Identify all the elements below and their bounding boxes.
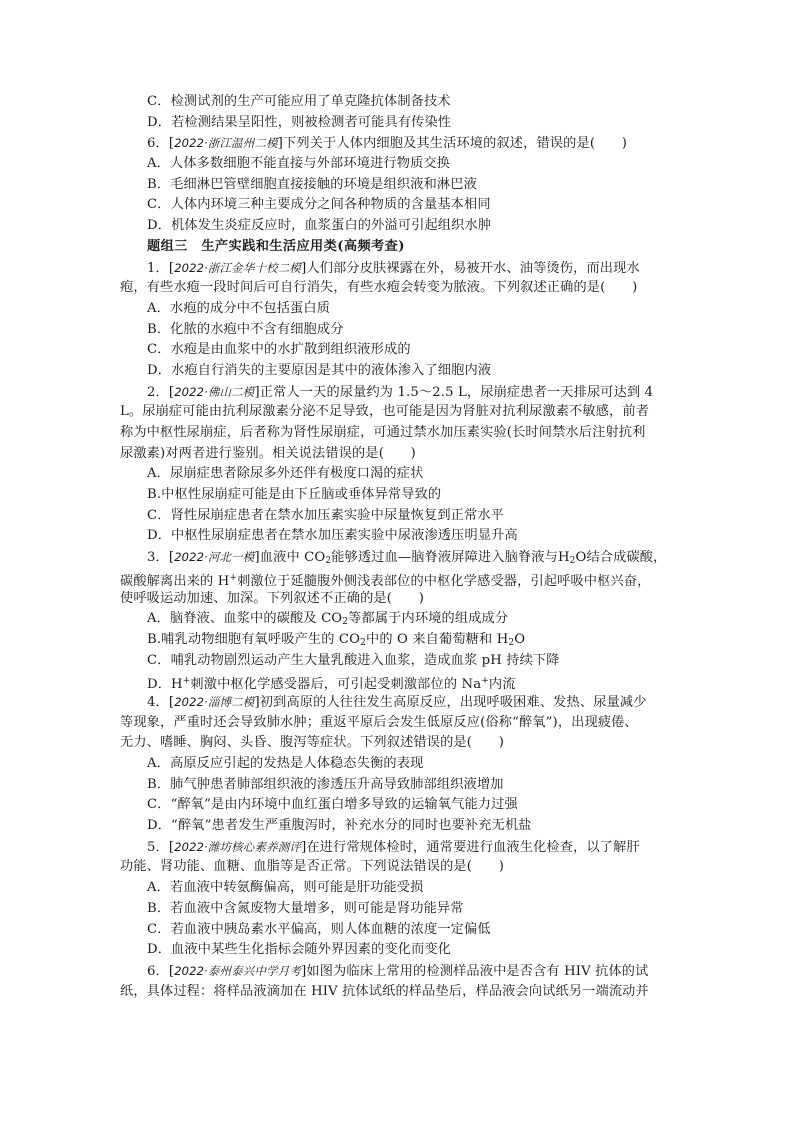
text-run: 使呼吸运动加速、加深。下列叙述不正确的是( ) (120, 590, 425, 606)
text-run: A．人体多数细胞不能直接与外部环境进行物质交换 (147, 156, 451, 172)
answer-option-line (120, 899, 680, 920)
answer-option-line (120, 775, 680, 796)
text-run: 6．[ (147, 963, 175, 979)
answer-option-line (120, 878, 680, 899)
answer-option-line (120, 154, 680, 175)
superscript: + (182, 676, 191, 687)
text-run: 刺激中枢化学感受器后，可引起受刺激部位的 Na (190, 677, 482, 693)
text-line (120, 733, 680, 754)
text-run: D．若检测结果呈阳性，则被检测者可能具有传染性 (147, 114, 452, 130)
text-run: 题组三 生产实践和生活应用类(高频考查) (147, 238, 405, 254)
text-run: 1．[ (147, 260, 175, 276)
section-heading (120, 237, 680, 258)
text-run: 内流 (488, 677, 516, 693)
text-run: C．“醉氧”是由内环境中血红蛋白增多导致的运输氧气能力过强 (147, 797, 518, 813)
text-run: D．血液中某些生化指标会随外界因素的变化而变化 (147, 942, 452, 958)
text-run: ]如图为临床上常用的检测样品液中是否含有 HIV 抗体的试 (301, 963, 649, 979)
text-run: A．高原反应引起的发热是人体稳态失衡的表现 (147, 756, 424, 771)
answer-option-line (120, 940, 680, 961)
answer-option-line (120, 485, 680, 506)
text-run: B.中枢性尿崩症可能是由下丘脑或垂体异常导致的 (147, 487, 442, 503)
text-run: 尿激素)对两者进行鉴别。相关说法错误的是( ) (120, 445, 416, 461)
text-run: ]正常人一天的尿量约为 1.5～2.5 L，尿崩症患者一天排尿可达到 4 (254, 384, 654, 400)
question-stem-line (120, 961, 680, 982)
text-run: D．中枢性尿崩症患者在禁水加压素实验中尿液渗透压明显升高 (147, 528, 518, 544)
question-stem-line (120, 547, 680, 568)
answer-option-line (120, 340, 680, 361)
text-run: B．化脓的水疱中不含有细胞成分 (147, 321, 344, 337)
text-run: 刺激位于延髓腹外侧浅表部位的中枢化学感受器，引起呼吸中枢兴奋， (237, 573, 651, 589)
answer-option-line (120, 299, 680, 320)
answer-option-line (120, 195, 680, 216)
text-run: 2．[ (147, 384, 175, 400)
answer-option-line (120, 754, 680, 775)
subscript: 2 (569, 556, 576, 567)
text-run: ]下列关于人体内细胞及其生活环境的叙述，错误的是( ) (277, 136, 628, 152)
subscript: 2 (342, 617, 349, 628)
text-run: D．水疱自行消失的主要原因是其中的液体渗入了细胞内液 (147, 362, 492, 378)
text-run: B．若血液中含氮废物大量增多，则可能是肾功能异常 (147, 900, 464, 916)
text-line (120, 713, 680, 734)
text-run: C．人体内环境三种主要成分之间各种物质的含量基本相同 (147, 197, 491, 213)
answer-option-line (120, 464, 680, 485)
question-source: 2022·浙江金华十校二模 (174, 260, 302, 275)
text-run: A．脑脊液、血浆中的碳酸及 CO (147, 611, 343, 627)
text-run: ]血液中 CO (254, 550, 326, 566)
text-line (120, 589, 680, 610)
question-source: 2022·潍坊核心素养测评 (174, 839, 302, 854)
text-run: ]人们部分皮肤裸露在外，易被开水、油等烫伤，而出现水 (301, 260, 640, 276)
text-run: 3．[ (147, 550, 175, 566)
text-run: C．肾性尿崩症患者在禁水加压素实验中尿量恢复到正常水平 (147, 507, 505, 523)
text-run: B．毛细淋巴管壁细胞直接接触的环境是组织液和淋巴液 (147, 176, 477, 192)
text-run: O (514, 631, 526, 647)
answer-option-line (120, 630, 680, 651)
answer-option-line (120, 506, 680, 527)
question-source: 2022·淄博二模 (174, 694, 255, 709)
text-run: B.哺乳动物细胞有氧呼吸产生的 CO (147, 631, 361, 647)
superscript: + (229, 572, 238, 583)
text-run: 碳酸解离出来的 H (120, 573, 230, 589)
question-stem-line (120, 133, 680, 154)
subscript: 2 (325, 556, 332, 567)
text-line (120, 857, 680, 878)
text-run: 4．[ (147, 694, 175, 710)
text-line (120, 278, 680, 299)
text-line (120, 423, 680, 444)
text-line (120, 982, 680, 1003)
question-stem-line (120, 258, 680, 279)
text-run: 5．[ (147, 839, 175, 855)
answer-option-line (120, 216, 680, 237)
answer-option-line (120, 795, 680, 816)
text-run: 功能、肾功能、血糖、血脂等是否正常。下列说法错误的是( ) (120, 859, 505, 875)
text-run: 中的 O 来自葡萄糖和 H (366, 631, 509, 647)
subscript: 2 (508, 637, 515, 648)
text-run: D．H (147, 677, 183, 693)
answer-option-line (120, 92, 680, 113)
text-run: C．若血液中胰岛素水平偏高，则人体血糖的浓度一定偏低 (147, 921, 491, 937)
text-run: 称为中枢性尿崩症，后者称为肾性尿崩症，可通过禁水加压素实验(长时间禁水后注射抗利 (120, 425, 646, 440)
text-run: A．尿崩症患者除尿多外还伴有极度口渴的症状 (147, 466, 424, 482)
question-source: 2022·佛山二模 (174, 384, 255, 399)
answer-option-line (120, 361, 680, 382)
answer-option-line (120, 320, 680, 341)
question-source: 2022·浙江温州二模 (174, 136, 278, 151)
question-stem-line (120, 837, 680, 858)
text-run: C．检测试剂的生产可能应用了单克隆抗体制备技术 (147, 94, 451, 109)
text-run: C．水疱是由血浆中的水扩散到组织液形成的 (147, 342, 411, 358)
question-source: 2022·河北一模 (174, 550, 255, 565)
text-line (120, 444, 680, 465)
text-run: B．肺气肿患者肺部组织液的渗透压升高导致肺部组织液增加 (147, 776, 504, 792)
text-run: D．“醉氧”患者发生严重腹泻时，补充水分的同时也要补充无机盐 (147, 818, 532, 834)
question-source: 2022·泰州泰兴中学月考 (174, 963, 302, 978)
question-text-body (120, 92, 680, 1002)
text-run: 纸，具体过程：将样品液滴加在 HIV 抗体试纸的样品垫后，样品液会向试纸另一端流动并 (120, 983, 649, 999)
answer-option-line (120, 816, 680, 837)
superscript: + (481, 676, 489, 687)
answer-option-line (120, 175, 680, 196)
text-run: ]在进行常规体检时，通常要进行血液生化检查，以了解肝 (301, 839, 640, 855)
text-line (120, 402, 680, 423)
answer-option-line (120, 526, 680, 547)
text-run: 无力、嗜睡、胸闷、头昏、腹泻等症状。下列叙述错误的是( ) (120, 735, 505, 751)
text-run: ]初到高原的人往往发生高原反应，出现呼吸困难、发热、尿量减少 (254, 694, 647, 710)
text-run: A．水疱的成分中不包括蛋白质 (147, 300, 331, 316)
answer-option-line (120, 113, 680, 134)
text-run: 等都属于内环境的组成成分 (348, 611, 509, 627)
subscript: 2 (360, 637, 367, 648)
answer-option-line (120, 671, 680, 692)
answer-option-line (120, 609, 680, 630)
text-run: O结合成碳酸， (575, 550, 667, 566)
text-run: 能够透过血—脑脊液屏障进入脑脊液与H (331, 550, 570, 566)
text-run: C．哺乳动物剧烈运动产生大量乳酸进入血浆，造成血浆 pH 持续下降 (147, 652, 560, 668)
question-stem-line (120, 692, 680, 713)
text-line (120, 568, 680, 589)
text-run: A．若血液中转氨酶偏高，则可能是肝功能受损 (147, 880, 424, 896)
question-stem-line (120, 382, 680, 403)
text-run: 6．[ (147, 136, 175, 152)
text-run: D．机体发生炎症反应时，血浆蛋白的外溢可引起组织水肿 (147, 218, 492, 234)
text-run: 疱，有些水疱一段时间后可自行消失，有些水疱会转变为脓液。下列叙述正确的是( ) (120, 280, 638, 296)
answer-option-line (120, 651, 680, 672)
text-run: L。尿崩症可能由抗利尿激素分泌不足导致，也可能是因为肾脏对抗利尿激素不敏感，前者 (120, 404, 650, 420)
answer-option-line (120, 920, 680, 941)
text-run: 等现象，严重时还会导致肺水肿；重返平原后会发生低原反应(俗称“醉氧”)，出现疲倦、 (120, 714, 638, 730)
